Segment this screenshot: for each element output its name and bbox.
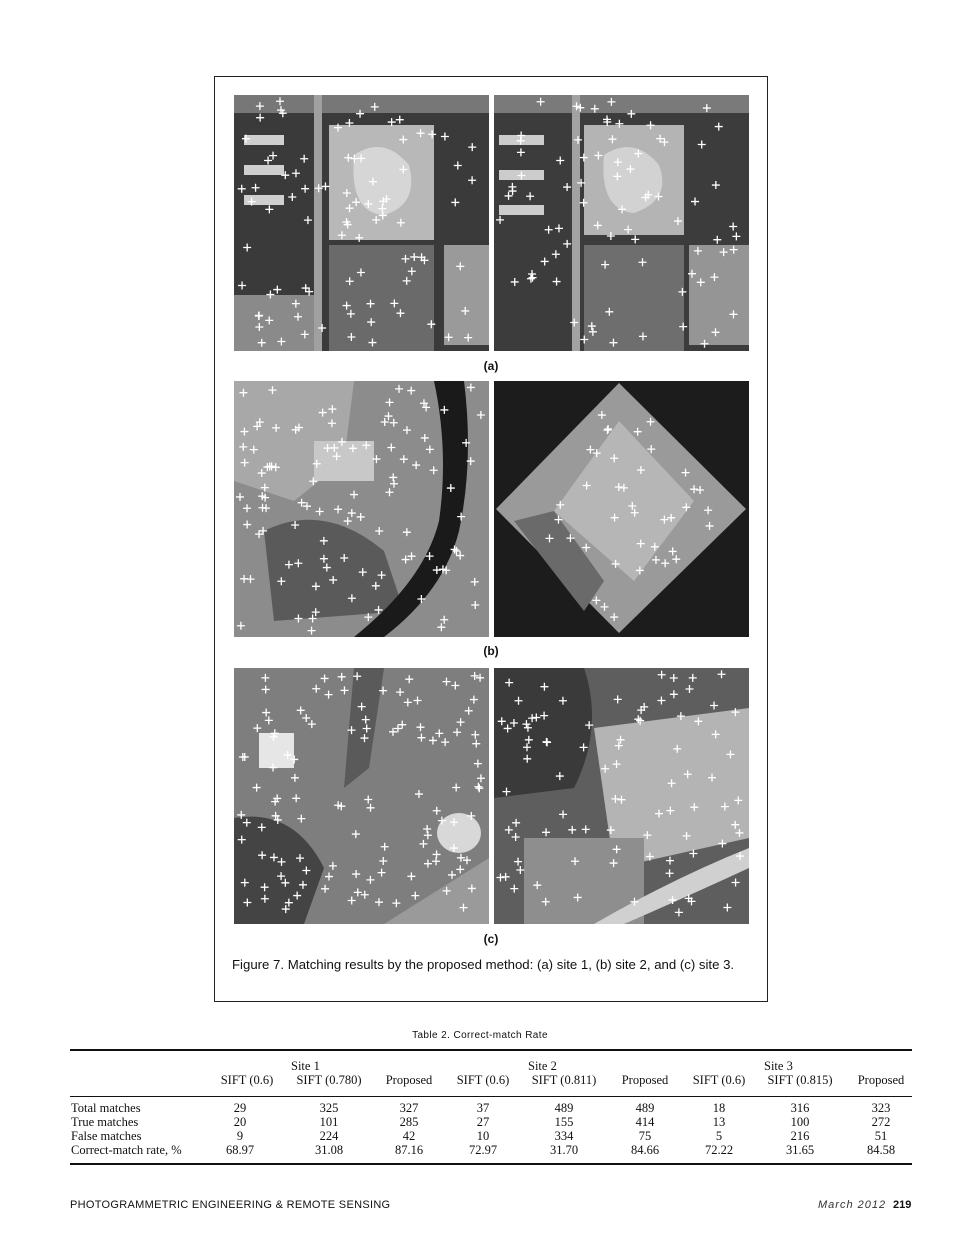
table-cell: 31.65: [785, 1143, 815, 1157]
site3-right-imagery: [494, 668, 749, 924]
site2-left-imagery: [234, 381, 489, 637]
table-cell: 20: [233, 1115, 247, 1129]
table-cell: 51: [874, 1129, 888, 1143]
site-header-3: Site 3: [764, 1059, 793, 1073]
table-row-label: False matches: [71, 1129, 142, 1143]
journal-name: PHOTOGRAMMETRIC ENGINEERING & REMOTE SENSING: [70, 1199, 391, 1211]
table-cell: 68.97: [225, 1143, 255, 1157]
table-cell: 13: [712, 1115, 726, 1129]
table-cell: 9: [236, 1129, 244, 1143]
table-cell: 216: [790, 1129, 810, 1143]
table-top-rule: [70, 1049, 912, 1051]
table-cell: 325: [319, 1101, 339, 1115]
table-cell: 18: [712, 1101, 726, 1115]
method-header: SIFT (0.780): [296, 1073, 362, 1087]
site-header-1: Site 1: [291, 1059, 320, 1073]
table-cell: 10: [476, 1129, 490, 1143]
table-cell: 224: [319, 1129, 339, 1143]
table-cell: 87.16: [394, 1143, 424, 1157]
table-cell: 100: [790, 1115, 810, 1129]
method-header: SIFT (0.811): [531, 1073, 597, 1087]
table-title: Table 2. Correct-match Rate: [412, 1030, 548, 1041]
table-cell: 489: [635, 1101, 655, 1115]
table-cell: 272: [871, 1115, 891, 1129]
site-header-2: Site 2: [528, 1059, 557, 1073]
table-cell: 489: [554, 1101, 574, 1115]
site1-left-image: [234, 95, 489, 351]
method-header: Proposed: [385, 1073, 433, 1087]
site2-right-image: [494, 381, 749, 637]
table-bottom-rule: [70, 1163, 912, 1165]
site3-left-image: [234, 668, 489, 924]
site3-left-imagery: [234, 668, 489, 924]
table-cell: 5: [715, 1129, 723, 1143]
table-row-label: True matches: [71, 1115, 139, 1129]
site3-right-image: [494, 668, 749, 924]
site2-left-image: [234, 381, 489, 637]
table-cell: 84.66: [630, 1143, 660, 1157]
method-header: SIFT (0.6): [692, 1073, 746, 1087]
site1-right-image: [494, 95, 749, 351]
table-cell: 323: [871, 1101, 891, 1115]
table-cell: 72.22: [704, 1143, 734, 1157]
table-cell: 31.08: [314, 1143, 344, 1157]
table-row-label: Total matches: [71, 1101, 141, 1115]
issue-date: March 2012: [818, 1199, 887, 1211]
method-header: Proposed: [621, 1073, 669, 1087]
table-cell: 42: [402, 1129, 416, 1143]
table-cell: 285: [399, 1115, 419, 1129]
site2-right-imagery: [494, 381, 749, 637]
page-number: 219: [893, 1199, 912, 1211]
table-cell: 27: [476, 1115, 490, 1129]
panel-label-a: (a): [483, 359, 499, 373]
method-header: Proposed: [857, 1073, 905, 1087]
method-header: SIFT (0.815): [767, 1073, 833, 1087]
table-cell: 72.97: [468, 1143, 498, 1157]
panel-label-c: (c): [483, 932, 499, 946]
table-cell: 75: [638, 1129, 652, 1143]
table-cell: 84.58: [866, 1143, 896, 1157]
table-cell: 414: [635, 1115, 655, 1129]
panel-label-b: (b): [483, 644, 499, 658]
figure-caption: Figure 7. Matching results by the proposed method: (a) site 1, (b) site 2, and (c) site 3.: [232, 957, 735, 972]
table-cell: 37: [476, 1101, 490, 1115]
method-header: SIFT (0.6): [456, 1073, 510, 1087]
table-cell: 155: [554, 1115, 574, 1129]
table-cell: 316: [790, 1101, 810, 1115]
site1-left-imagery: [234, 95, 489, 351]
table-cell: 334: [554, 1129, 574, 1143]
table-cell: 31.70: [549, 1143, 579, 1157]
method-header: SIFT (0.6): [220, 1073, 274, 1087]
table-cell: 101: [319, 1115, 339, 1129]
table-cell: 29: [233, 1101, 247, 1115]
table-row-label: Correct-match rate, %: [71, 1143, 182, 1157]
table-header-rule: [70, 1096, 912, 1097]
table-cell: 327: [399, 1101, 419, 1115]
site1-right-imagery: [494, 95, 749, 351]
